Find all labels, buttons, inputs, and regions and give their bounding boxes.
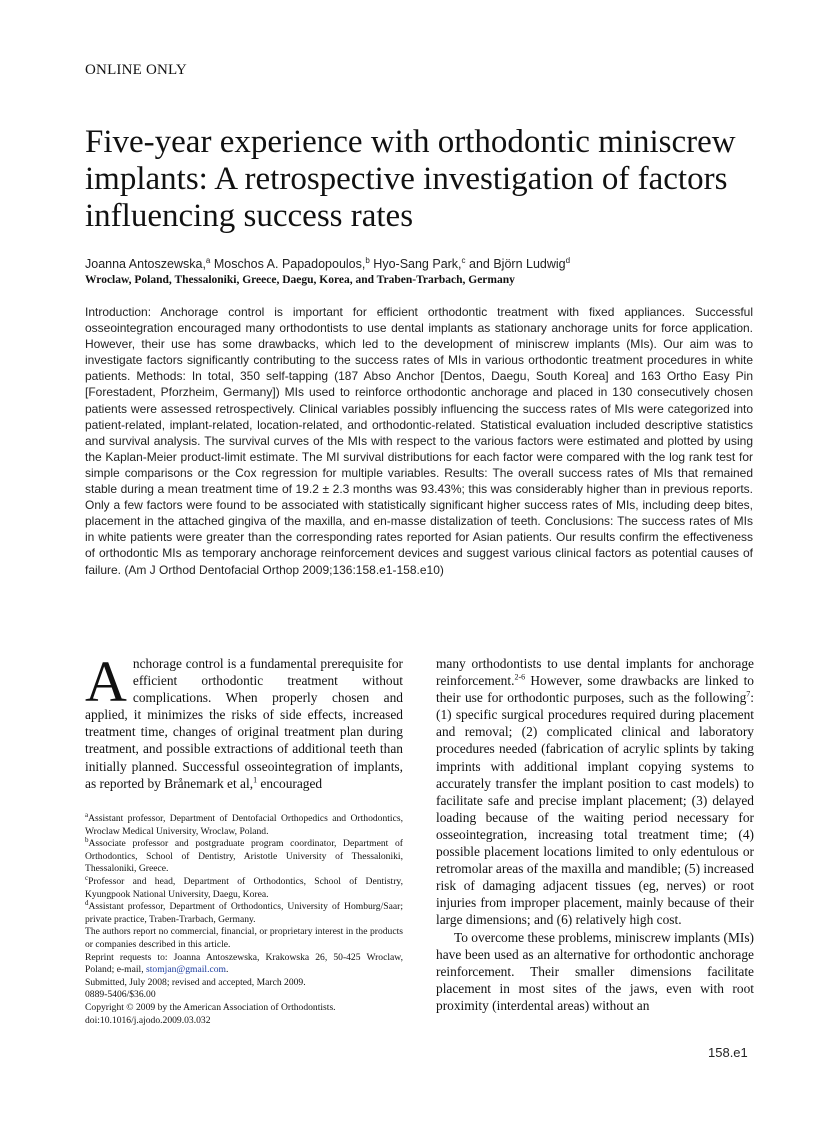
reprint-requests	[85, 952, 403, 977]
affiliation-locations: Wroclaw, Poland, Thessaloniki, Greece, Daegu, Korea, and Traben-Trarbach, Germany	[85, 274, 515, 286]
reprint-text: Reprint requests to: Joanna Antoszewska, Krakowska 26, 50-425 Wroclaw, Poland; e-mail,	[85, 951, 403, 976]
author-affiliation-mark: a	[205, 256, 211, 265]
author-name: and Björn Ludwig	[469, 257, 566, 272]
issn-price: 0889-5406/$36.00	[85, 989, 156, 1001]
body-paragraph: To overcome these problems, miniscrew implants (MIs) have been used as an alternative for orthodontic anchorage reinforcement. Their smaller dimensions facilitate placement in most sites of the jaws, even with root proximity (interdental areas) without an	[436, 929, 754, 1013]
section-label: ONLINE ONLY	[85, 62, 187, 78]
drop-cap: A	[85, 649, 127, 714]
body-text: : (1) specific surgical procedures required during placement and removal; (2) complicated clinical and laboratory procedures needed (fabrication of acrylic splints by taking imprints with additional implant copying systems to accurately transfer the implant position to cast models) to facilitate safe and precise implant placement; (3) delayed loading because of the waiting period necessary for osseointegration, increasing total treatment time; (4) possible placement locations limited to only edentulous or retromolar areas of the maxilla and mandible; (5) increased risk of damaging adjacent tissues (eg, nerves) or root injuries from improper placement, mainly because of their large dimensions; and (6) relatively high cost.	[436, 690, 754, 928]
citation-ref[interactable]: 2-6	[514, 672, 526, 682]
footnote-text: Assistant professor, Department of Orthodontics, University of Homburg/Saar; private practice, Traben-Trarbach, Germany.	[85, 901, 403, 925]
footnote-d	[85, 898, 403, 926]
page-number: 158.e1	[708, 1045, 748, 1060]
body-text: nchorage control is a fundamental prerequisite for efficient orthodontic treatment without complications. When properly chosen and applied, it minimizes the risks of side effects, increased treatment time, changes of original treatment plan during treatment, and possible extractions of additional teeth than initially planned. Successful osseointegration of implants, as reported by Brånemark et al,	[85, 656, 403, 791]
footnote-text: Professor and head, Department of Orthodontics, School of Dentistry, Kyungpook National University, Daegu, Korea.	[85, 875, 403, 900]
body-text: However, some drawbacks are linked to their use for orthodontic purposes, such as the following	[436, 673, 754, 706]
copyright-line: Copyright © 2009 by the American Association of Orthodontists.	[85, 1001, 336, 1013]
footnote-text: Associate professor and postgraduate program coordinator, Department of Orthodontics, School of Dentistry, Aristotle University of Thessaloniki, Thessaloniki, Greece.	[85, 838, 403, 875]
email-link[interactable]: stomjan@gmail.com	[146, 964, 226, 976]
citation-ref[interactable]: 7	[746, 689, 751, 699]
footnote-mark: b	[85, 836, 89, 844]
body-column-left	[85, 649, 403, 792]
author-name: Hyo-Sang Park,	[373, 257, 462, 272]
author-affiliation-mark: d	[565, 256, 571, 265]
article-title: Five-year experience with orthodontic miniscrew implants: A retrospective investigation of factors influencing success rates	[85, 124, 736, 234]
author-affiliation-mark: b	[365, 256, 370, 265]
body-text: many orthodontists to use dental implants for anchorage reinforcement.	[436, 656, 754, 689]
disclosure-note: The authors report no commercial, financial, or proprietary interest in the products or companies described in this article.	[85, 926, 403, 950]
author-name: Joanna Antoszewska,	[85, 257, 206, 272]
citation-ref[interactable]: 1	[253, 775, 258, 785]
submission-dates: Submitted, July 2008; revised and accepted, March 2009.	[85, 976, 306, 988]
footnote-b	[85, 838, 403, 876]
footnotes	[85, 810, 403, 1027]
author-list	[85, 256, 765, 271]
body-paragraph	[85, 649, 403, 792]
footnote-mark: a	[85, 810, 89, 819]
footnote-mark: c	[85, 873, 89, 882]
author-name: Moschos A. Papadopoulos,	[213, 257, 366, 272]
body-column-right	[436, 655, 754, 1014]
footnote-a	[85, 810, 403, 838]
body-paragraph	[436, 655, 754, 929]
reprint-text: .	[226, 964, 229, 976]
abstract: Introduction: Anchorage control is important for efficient orthodontic treatment with fixed appliances. Successful osseointegration encouraged many orthodontists to use dental implants as stationary anchorage units for force application. However, their use has some drawbacks, which led to the development of miniscrew implants (MIs). Our aim was to investigate factors significantly contributing to the success rates of MIs in various orthodontic treatment procedures in white patients. Methods: In total, 350 self-tapping (187 Abso Anchor [Dentos, Daegu, South Korea] and 163 Ortho Easy Pin [Forestadent, Pforzheim, Germany]) MIs used to reinforce orthodontic anchorage and placed in 130 consecutively chosen patients were assessed retrospectively. Clinical variables possibly influencing the success rates of MIs were categorized into patient-related, implant-related, location-related, and orthodontic-related. Statistical evaluation included descriptive statistics and survival analysis. The survival curves of the MIs with respect to the various factors were estimated and plotted by using the Kaplan-Meier product-limit estimate. The MI survival distributions for each factor were compared with the log rank test for simple comparisons or the Cox regression for multiple variables. Results: The overall success rates of MIs that remained stable during a mean treatment time of 19.2 ± 2.3 months was 93.43%; this was considerably higher than in previous reports. Only a few factors were found to be associated with statistically significant higher success rates of MIs, including deep bites, placement in the attached gingiva of the maxilla, and en-masse distalization of teeth. Conclusions: The success rates of MIs in white patients were greater than the corresponding rates reported for Asian patients. Our results confirm the effectiveness of orthodontic MIs as temporary anchorage reinforcement devices and suggest various clinical factors as potential causes of failure. (Am J Orthod Dentofacial Orthop 2009;136:158.e1-158.e10)	[85, 305, 753, 577]
footnote-mark: d	[85, 898, 89, 907]
doi-line[interactable]: doi:10.1016/j.ajodo.2009.03.032	[85, 1014, 211, 1026]
author-affiliation-mark: c	[461, 256, 466, 265]
footnote-c	[85, 873, 403, 901]
footnote-text: Assistant professor, Department of Dentofacial Orthopedics and Orthodontics, Wroclaw Medical University, Wroclaw, Poland.	[85, 813, 403, 837]
body-text: encouraged	[257, 775, 323, 791]
